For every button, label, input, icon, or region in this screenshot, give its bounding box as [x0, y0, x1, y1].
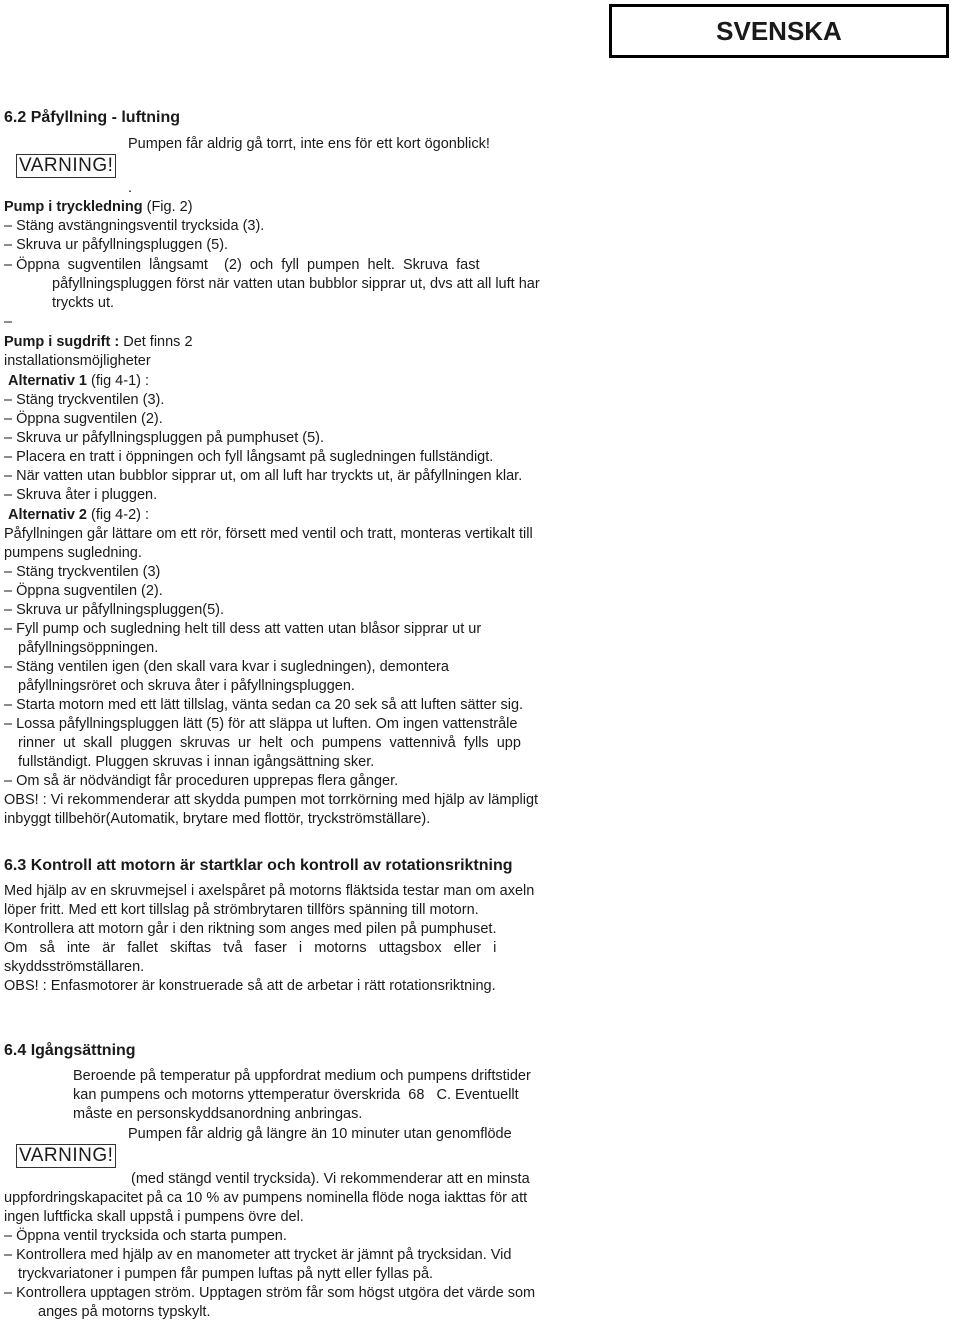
list-item: – Öppna sugventilen långsamt (2) och fyll pumpen helt. Skruva fast: [4, 257, 480, 273]
paragraph: måste en personskyddsanordning anbringas.: [73, 1106, 363, 1122]
section-heading-6-3: 6.3 Kontroll att motorn är startklar och kontroll av rotationsriktning: [4, 857, 513, 874]
alt2-fig: (fig 4-2) :: [86, 507, 150, 523]
pressure-fig: (Fig. 2): [142, 199, 193, 215]
list-item: – Om så är nödvändigt får proceduren upprepas flera gånger.: [4, 773, 399, 789]
paragraph: (med stängd ventil trycksida). Vi rekommenderar att en minsta: [131, 1171, 530, 1187]
obs-note: inbyggt tillbehör(Automatik, brytare med flottör, tryckströmställare).: [4, 811, 431, 827]
section-heading-6-2: 6.2 Påfyllning - luftning: [4, 109, 180, 126]
obs-note: OBS! : Vi rekommenderar att skydda pumpen mot torrkörning med hjälp av lämpligt: [4, 792, 539, 808]
list-item: – Skruva ur påfyllningspluggen(5).: [4, 602, 225, 618]
list-item-cont: påfyllningsröret och skruva åter i påfyllningspluggen.: [18, 678, 355, 694]
pressure-heading: [4, 198, 193, 217]
paragraph: uppfordringskapacitet på ca 10 % av pumpens nominella flöde noga iakttas för att: [4, 1190, 528, 1206]
list-item: – Öppna ventil trycksida och starta pumpen.: [4, 1228, 287, 1244]
list-item-cont: påfyllningspluggen först när vatten utan bubblor sipprar ut, dvs att all luft har: [52, 276, 540, 292]
list-item-cont: fullständigt. Pluggen skruvas i innan igångsättning sker.: [18, 754, 375, 770]
paragraph: Påfyllningen går lättare om ett rör, försett med ventil och tratt, monteras vertikalt till: [4, 526, 533, 542]
paragraph: Kontrollera att motorn går i den riktning som anges med pilen på pumphuset.: [4, 921, 497, 937]
pressure-title: Pump i tryckledning: [4, 199, 143, 215]
section-heading-6-4: 6.4 Igångsättning: [4, 1042, 136, 1059]
list-item: – Stäng ventilen igen (den skall vara kvar i sugledningen), demontera: [4, 659, 449, 675]
list-item: – Placera en tratt i öppningen och fyll långsamt på sugledningen fullständigt.: [4, 449, 494, 465]
suction-text-2: installationsmöjligheter: [4, 353, 151, 369]
paragraph: skyddsströmställaren.: [4, 959, 145, 975]
alt1-heading: [8, 372, 149, 391]
paragraph: ingen luftficka skall uppstå i pumpens övre del.: [4, 1209, 304, 1225]
list-item-cont: anges på motorns typskylt.: [38, 1304, 211, 1320]
list-item-cont: påfyllningsöppningen.: [18, 640, 159, 656]
list-item: – Fyll pump och sugledning helt till dess att vatten utan blåsor sipprar ut ur: [4, 621, 482, 637]
list-item: – Öppna sugventilen (2).: [4, 583, 163, 599]
list-item: – Kontrollera upptagen ström. Upptagen ström får som högst utgöra det värde som: [4, 1285, 536, 1301]
warning-text: Pumpen får aldrig gå torrt, inte ens för ett kort ögonblick!: [128, 136, 490, 152]
alt2-heading: [8, 506, 149, 525]
list-item: – Kontrollera med hjälp av en manometer att trycket är jämnt på trycksidan. Vid: [4, 1247, 512, 1263]
list-item: – Skruva åter i pluggen.: [4, 487, 158, 503]
list-item: – Stäng tryckventilen (3).: [4, 392, 165, 408]
list-item: – Starta motorn med ett lätt tillslag, vänta sedan ca 20 sek så att luften sätter sig.: [4, 697, 524, 713]
list-item-cont: rinner ut skall pluggen skruvas ur helt och pumpens vattennivå fylls upp: [18, 735, 521, 751]
paragraph: kan pumpens och motorns yttemperatur överskrida 68 C. Eventuellt: [73, 1087, 519, 1103]
suction-title: Pump i sugdrift :: [4, 334, 120, 350]
warning-label: VARNING!: [16, 154, 116, 178]
list-item: – Skruva ur påfyllningspluggen på pumphuset (5).: [4, 430, 324, 446]
dash: –: [4, 314, 13, 330]
obs-note: OBS! : Enfasmotorer är konstruerade så att de arbetar i rätt rotationsriktning.: [4, 978, 496, 994]
list-item: – Öppna sugventilen (2).: [4, 411, 163, 427]
alt1-fig: (fig 4-1) :: [86, 373, 150, 389]
alt1-title: Alternativ 1: [8, 373, 87, 389]
suction-heading: [4, 333, 193, 352]
list-item-cont: tryckvariatoner i pumpen får pumpen luftas på nytt eller fyllas på.: [18, 1266, 434, 1282]
paragraph: pumpens sugledning.: [4, 545, 142, 561]
paragraph: löper fritt. Med ett kort tillslag på strömbrytaren tillförs spänning till motorn.: [4, 902, 479, 918]
list-item: – Stäng avstängningsventil trycksida (3).: [4, 218, 265, 234]
paragraph: Med hjälp av en skruvmejsel i axelspåret på motorns fläktsida testar man om axeln: [4, 883, 535, 899]
list-item-cont: tryckts ut.: [52, 295, 115, 311]
dot: .: [128, 180, 133, 196]
suction-text: Det finns 2: [119, 334, 193, 350]
warning-label: VARNING!: [16, 1144, 116, 1168]
language-label: SVENSKA: [609, 4, 949, 58]
list-item: – Stäng tryckventilen (3): [4, 564, 161, 580]
list-item: – Lossa påfyllningspluggen lätt (5) för att släppa ut luften. Om ingen vattenstråle: [4, 716, 518, 732]
list-item: – Skruva ur påfyllningspluggen (5).: [4, 237, 229, 253]
paragraph: Om så inte är fallet skiftas två faser i motorns uttagsbox eller i: [4, 940, 497, 956]
list-item: – När vatten utan bubblor sipprar ut, om all luft har tryckts ut, är påfyllningen klar.: [4, 468, 523, 484]
alt2-title: Alternativ 2: [8, 507, 87, 523]
warning-text: Pumpen får aldrig gå längre än 10 minuter utan genomflöde: [128, 1126, 512, 1142]
paragraph: Beroende på temperatur på uppfordrat medium och pumpens driftstider: [73, 1068, 531, 1084]
